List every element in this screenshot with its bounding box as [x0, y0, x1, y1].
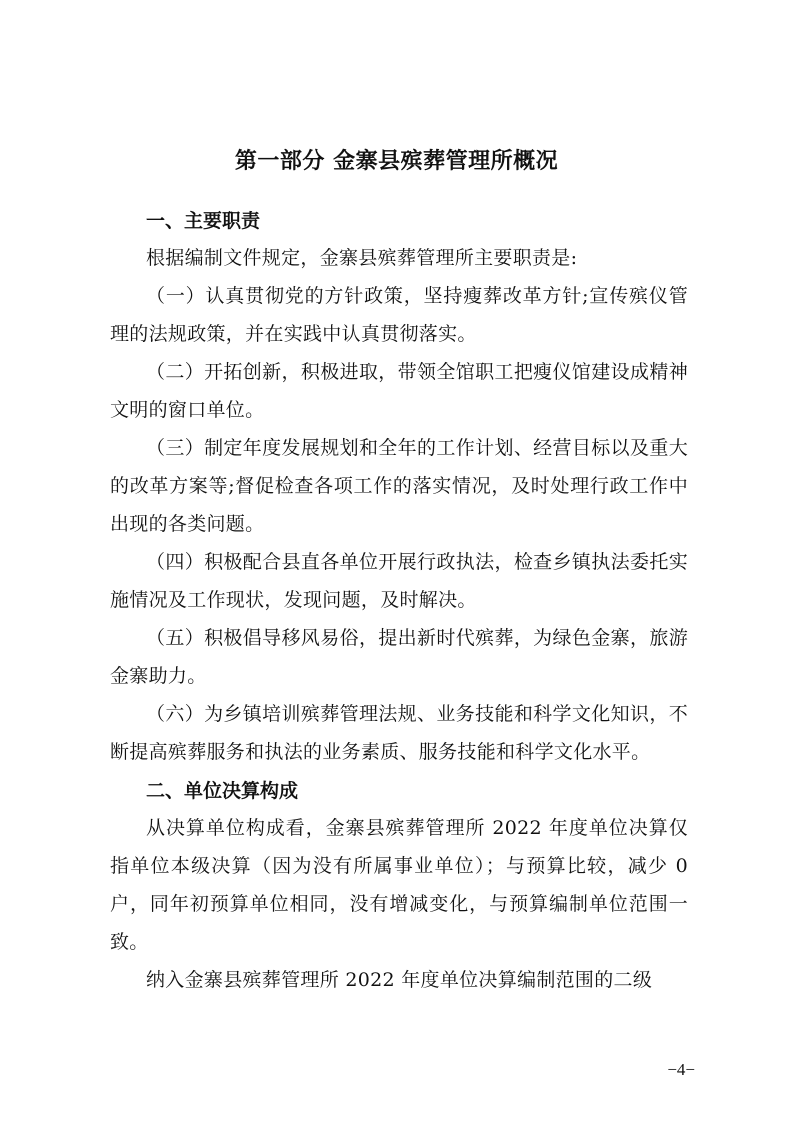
duty-item-2: （二）开拓创新，积极进取，带领全馆职工把瘦仪馆建设成精神文明的窗口单位。 — [110, 361, 688, 421]
scope-paragraph: 纳入金寨县殡葬管理所 2022 年度单位决算编制范围的二级 — [146, 969, 653, 991]
duties-intro: 根据编制文件规定，金寨县殡葬管理所主要职责是: — [146, 247, 578, 269]
section-heading-composition: 二、单位决算构成 — [146, 780, 299, 802]
composition-paragraph: 从决算单位构成看，金寨县殡葬管理所 2022 年度单位决算仅指单位本级决算（因为没有所属事业单位）；与预算比较，减少 0 户，同年初预算单位相同，没有增减变化，与预算编制单位范围一致。 — [110, 817, 688, 953]
duty-item-4: （四）积极配合县直各单位开展行政执法，检查乡镇执法委托实施情况及工作现状，发现问题，及时解决。 — [110, 551, 688, 611]
page-number: −4− — [667, 1060, 695, 1079]
duty-item-3: （三）制定年度发展规划和全年的工作计划、经营目标以及重大的改革方案等;督促检查各项工作的落实情况，及时处理行政工作中出现的各类问题。 — [110, 437, 688, 535]
duty-item-1: （一）认真贯彻党的方针政策，坚持瘦葬改革方针;宣传殡仪管理的法规政策，并在实践中认真贯彻落实。 — [110, 285, 688, 345]
page-title: 第一部分 金寨县殡葬管理所概况 — [234, 149, 559, 174]
duty-item-5: （五）积极倡导移风易俗，提出新时代殡葬，为绿色金寨，旅游金寨助力。 — [110, 627, 688, 687]
duty-item-6: （六）为乡镇培训殡葬管理法规、业务技能和科学文化知识，不断提高殡葬服务和执法的业务素质、服务技能和科学文化水平。 — [110, 703, 688, 763]
section-heading-duties: 一、主要职责 — [146, 210, 261, 232]
